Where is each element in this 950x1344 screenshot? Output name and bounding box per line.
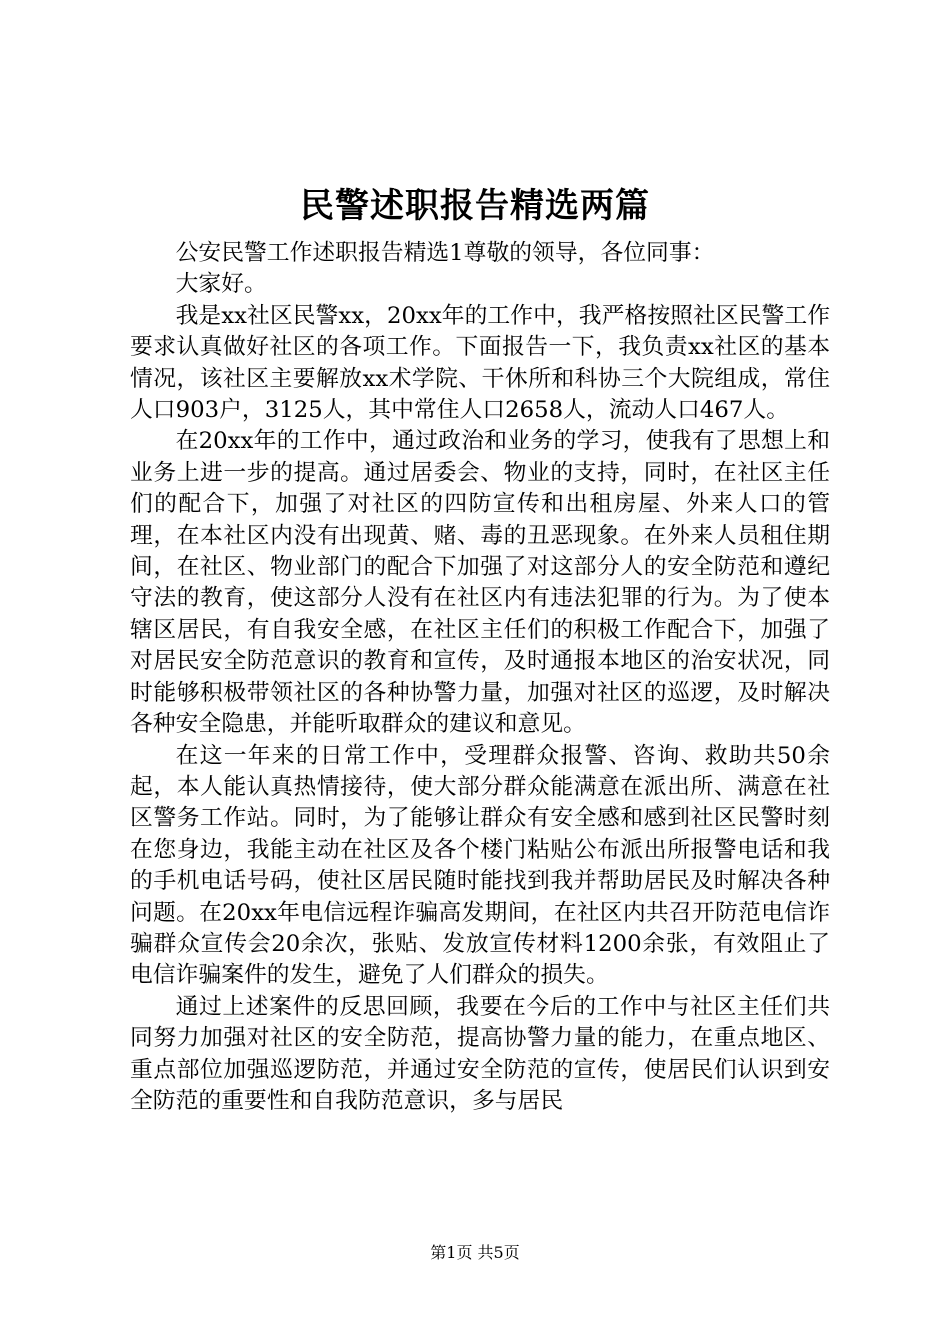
document-title: 民警述职报告精选两篇 (300, 186, 650, 226)
document-body (130, 238, 830, 1117)
paragraph-3: 我是xx社区民警xx，20xx年的工作中，我严格按照社区民警工作要求认真做好社区的各项工作。下面报告一下，我负责xx社区的基本情况，该社区主要解放xx术学院、干休所和科协三个大院组成，常住人口903户，3125人，其中常住人口2658人，流动人口467人。 (130, 302, 830, 424)
page-footer: 第1页 共5页 (430, 1243, 520, 1262)
paragraph-6: 通过上述案件的反思回顾，我要在今后的工作中与社区主任们共同努力加强对社区的安全防范，提高协警力量的能力，在重点地区、重点部位加强巡逻防范，并通过安全防范的宣传，使居民们认识到安全防范的重要性和自我防范意识，多与居民 (130, 993, 830, 1114)
paragraph-4: 在20xx年的工作中，通过政治和业务的学习，使我有了思想上和业务上进一步的提高。通过居委会、物业的支持，同时，在社区主任们的配合下，加强了对社区的四防宣传和出租房屋、外来人口的管理，在本社区内没有出现黄、赌、毒的丑恶现象。在外来人员租住期间，在社区、物业部门的配合下加强了对这部分人的安全防范和遵纪守法的教育，使这部分人没有在社区内有违法犯罪的行为。为了使本辖区居民，有自我安全感，在社区主任们的积极工作配合下，加强了对居民安全防范意识的教育和宣传，及时通报本地区的治安状况，同时能够积极带领社区的各种协警力量，加强对社区的巡逻，及时解决各种安全隐患，并能听取群众的建议和意见。 (130, 428, 830, 738)
paragraph-2: 大家好。 (175, 271, 267, 298)
paragraph-5: 在这一年来的日常工作中，受理群众报警、咨询、救助共50余起，本人能认真热情接待，使大部分群众能满意在派出所、满意在社区警务工作站。同时，为了能够让群众有安全感和感到社区民警时刻在您身边，我能主动在社区及各个楼门粘贴公布派出所报警电话和我的手机电话号码，使社区居民随时能找到我并帮助居民及时解决各种问题。在20xx年电信远程诈骗高发期间，在社区内共召开防范电信诈骗群众宣传会20余次，张贴、发放宣传材料1200余张，有效阻止了电信诈骗案件的发生，避免了人们群众的损失。 (130, 742, 830, 989)
paragraph-1: 公安民警工作述职报告精选1尊敬的领导，各位同事： (175, 240, 715, 266)
